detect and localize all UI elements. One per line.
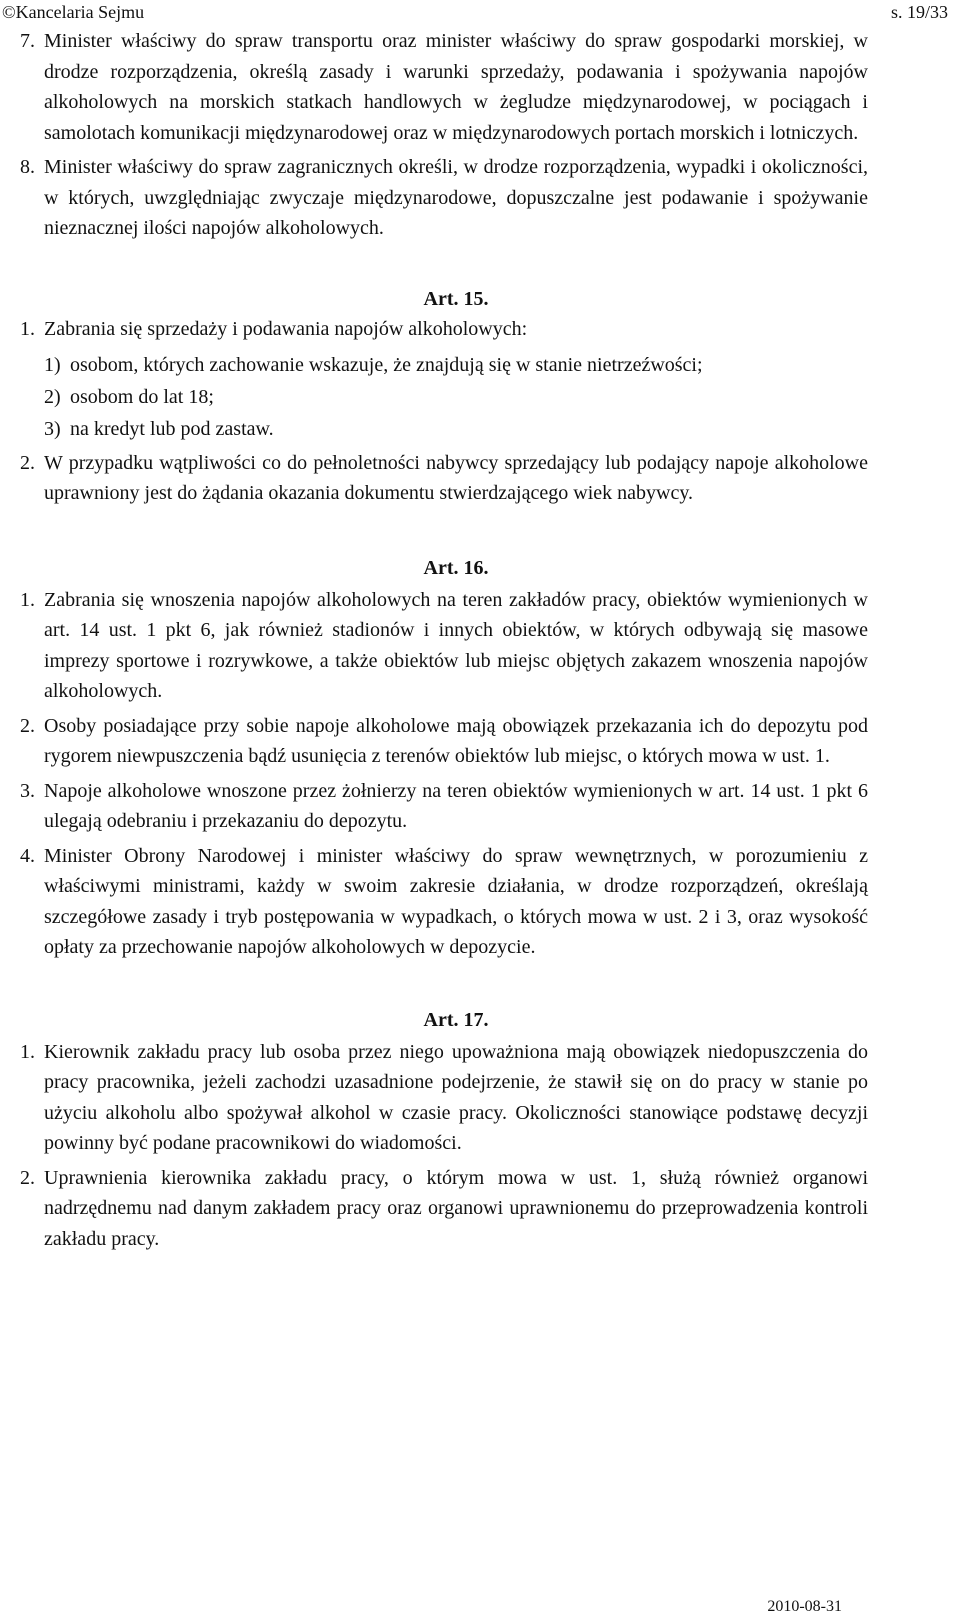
- article-17: [20, 1005, 868, 1255]
- paragraph-text: Napoje alkoholowe wnoszone przez żołnierzy na teren obiektów wymienionych w art. 14 ust. 1 pkt 6 ulegają odebraniu i przekazaniu do depozytu.: [44, 779, 868, 832]
- paragraph-2: [20, 1163, 868, 1255]
- paragraph-text: Minister Obrony Narodowej i minister właściwy do spraw wewnętrznych, w porozumieniu z właściwymi ministrami, każdy w swoim zakresie działania, w drodze rozporządzeń, określają szczegółowe zasady i tryb postępowania w wypadkach, o których mowa w ust. 2 i 3, oraz wysokość opłaty za przechowanie napojów alkoholowych w depozycie.: [44, 844, 868, 958]
- paragraph-text: Uprawnienia kierownika zakładu pracy, o którym mowa w ust. 1, służą również organowi nadrzędnemu nad danym zakładem pracy oraz organowi uprawnionemu do przeprowadzenia kontroli zakładu pracy.: [44, 1166, 868, 1250]
- paragraph-1: [20, 1037, 868, 1159]
- paragraph-number: 3.: [20, 779, 35, 802]
- paragraph-number: 2.: [20, 1166, 35, 1189]
- paragraph-number: 1.: [20, 588, 35, 611]
- paragraph-number: 2.: [20, 451, 35, 474]
- paragraph-2: [20, 711, 868, 772]
- paragraph-8: [20, 152, 868, 244]
- copyright-label: ©Kancelaria Sejmu: [2, 2, 145, 22]
- subitem-text: osobom, których zachowanie wskazuje, że znajdują się w stanie nietrzeźwości;: [70, 353, 703, 376]
- paragraph-text: W przypadku wątpliwości co do pełnoletności nabywcy sprzedający lub podający napoje alkoholowe uprawniony jest do żądania okazania dokumentu stwierdzającego wiek nabywcy.: [44, 451, 868, 504]
- subitem-text: na kredyt lub pod zastaw.: [70, 417, 274, 440]
- paragraph-text: Minister właściwy do spraw zagranicznych określi, w drodze rozporządzenia, wypadki i okoliczności, w których, uwzględniając zwyczaje międzynarodowe, dopuszczalne jest podawanie i spożywanie nieznacznej ilości napojów alkoholowych.: [44, 156, 868, 239]
- paragraph-1: [20, 314, 868, 344]
- page-number: s. 19/33: [890, 2, 948, 22]
- art14-continuation: [20, 26, 868, 244]
- subitem-text: osobom do lat 18;: [70, 385, 214, 408]
- paragraph-7: [20, 26, 868, 148]
- article-16: [20, 553, 868, 963]
- paragraph-number: 1.: [20, 317, 35, 340]
- document-body: [20, 26, 868, 1254]
- subitem-3: [20, 416, 868, 443]
- subitem-2: [20, 384, 868, 411]
- article-15: [20, 284, 868, 509]
- paragraph-2: [20, 448, 868, 509]
- paragraph-text: Kierownik zakładu pracy lub osoba przez niego upoważniona mają obowiązek niedopuszczenia do pracy pracownika, jeżeli zachodzi uzasadnione podejrzenie, że stawił się on do pracy w stanie po użyciu alkoholu albo spożywał alkohol w czasie pracy. Okoliczności stanowiące podstawę decyzji powinny być podane pracownikowi do wiadomości.: [44, 1040, 868, 1154]
- document-date: 2010-08-31: [767, 1598, 842, 1615]
- paragraph-text: Osoby posiadające przy sobie napoje alkoholowe mają obowiązek przekazania ich do depozytu pod rygorem niewpuszczenia bądź usunięcia z terenów obiektów lub miejsc, o których mowa w ust. 1.: [44, 714, 868, 767]
- paragraph-number: 7.: [20, 30, 35, 52]
- subitem-1: [20, 352, 868, 379]
- paragraph-4: [20, 841, 868, 963]
- paragraph-number: 8.: [20, 156, 35, 178]
- subitem-number: 3): [44, 417, 61, 440]
- paragraph-3: [20, 776, 868, 837]
- paragraph-text: Zabrania się sprzedaży i podawania napojów alkoholowych:: [44, 317, 528, 340]
- paragraph-number: 2.: [20, 714, 35, 737]
- subitem-number: 1): [44, 353, 61, 376]
- article-title: Art. 15.: [423, 287, 489, 310]
- article-title: Art. 17.: [423, 1008, 489, 1031]
- paragraph-text: Zabrania się wnoszenia napojów alkoholowych na teren zakładów pracy, obiektów wymienionych w art. 14 ust. 1 pkt 6, jak również stadionów i innych obiektów, w których odbywają się masowe imprezy sportowe i rozrywkowe, a także obiektów lub miejsc objętych zakazem wnoszenia napojów alkoholowych.: [44, 588, 868, 702]
- paragraph-text: Minister właściwy do spraw transportu oraz minister właściwy do spraw gospodarki morskiej, w drodze rozporządzenia, określą zasady i warunki sprzedaży, podawania i spożywania napojów alkoholowych na morskich statkach handlowych w żegludze międzynarodowej, w pociągach i samolotach komunikacji międzynarodowej oraz w międzynarodowych portach morskich i lotniczych.: [44, 30, 868, 144]
- paragraph-1: [20, 585, 868, 707]
- subitem-number: 2): [44, 385, 61, 408]
- paragraph-number: 4.: [20, 844, 35, 867]
- paragraph-number: 1.: [20, 1040, 35, 1063]
- article-title: Art. 16.: [423, 556, 489, 579]
